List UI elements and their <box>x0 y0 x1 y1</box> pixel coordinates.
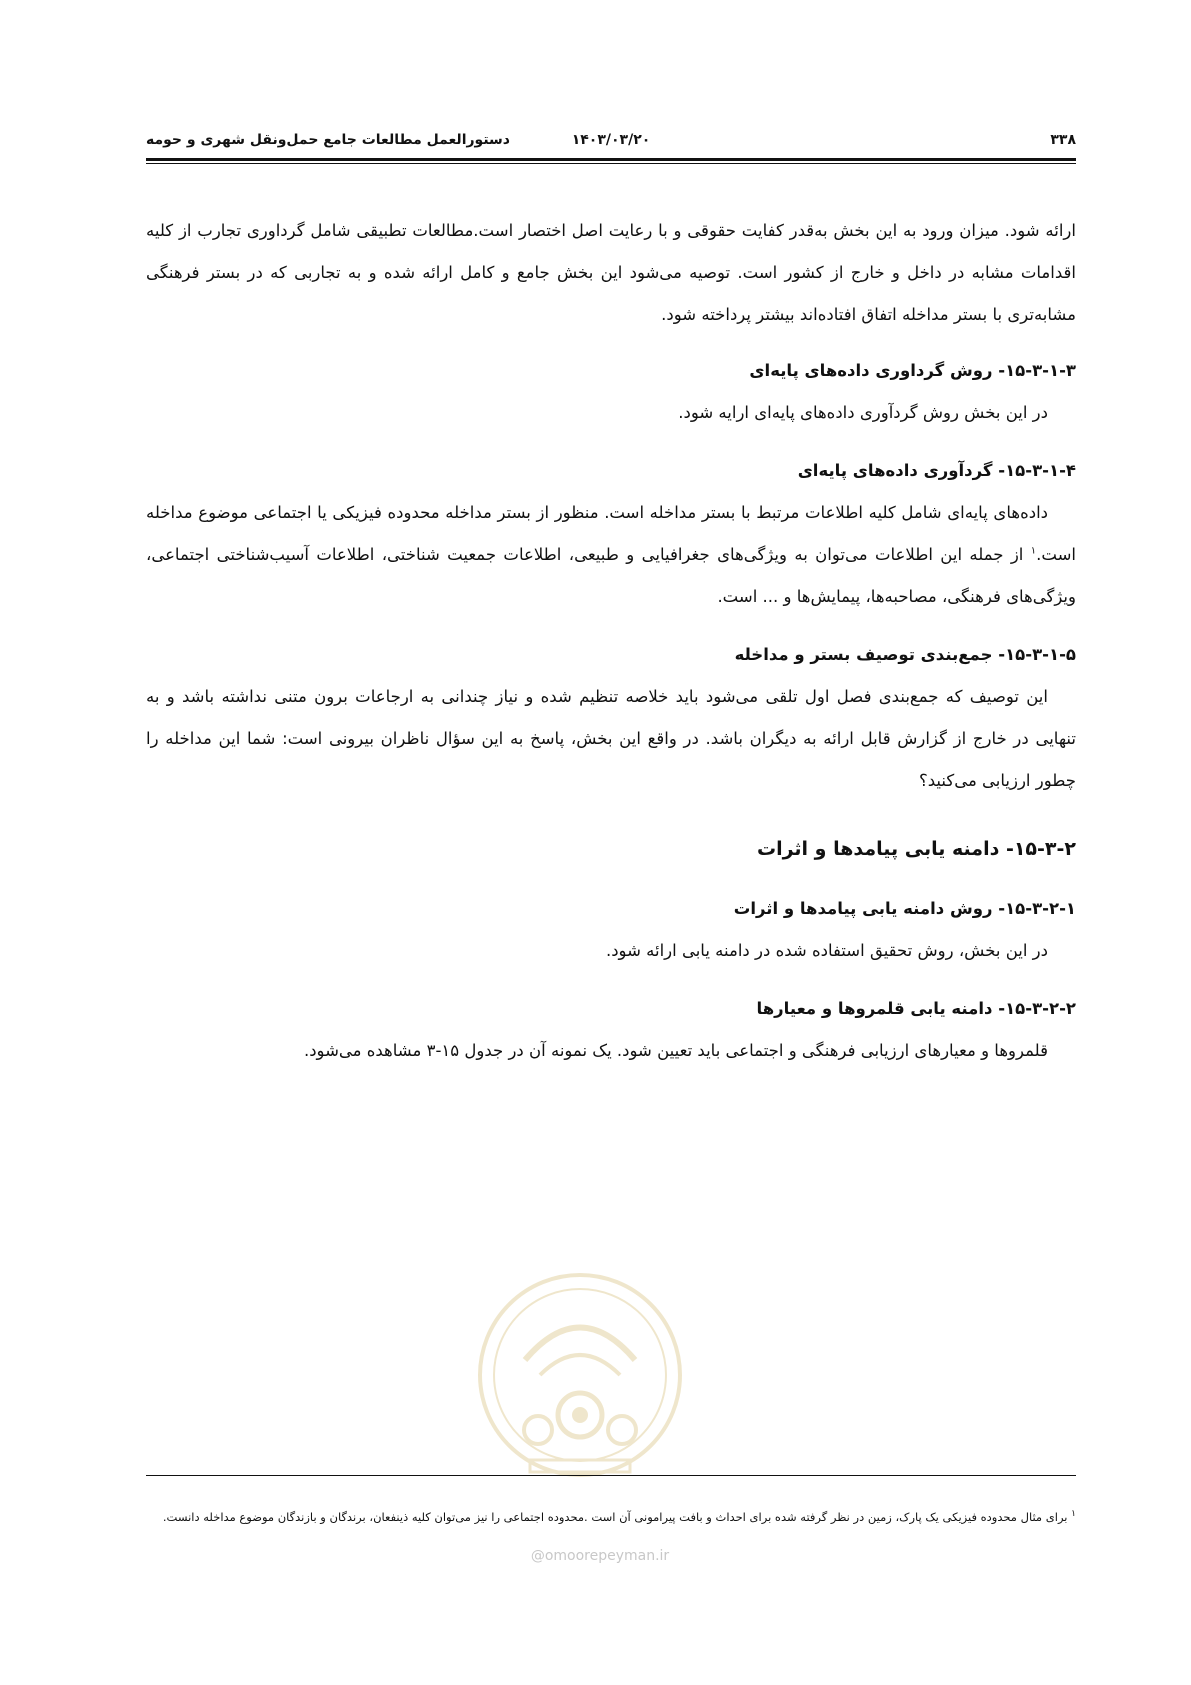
document-title: دستورالعمل مطالعات جامع حمل‌ونقل شهری و حومه <box>146 132 510 148</box>
header-rule-thick <box>146 158 1076 161</box>
watermark-seal-icon <box>470 1265 690 1495</box>
footnote-reference[interactable]: ۱ <box>1030 545 1037 557</box>
section-text-basic-data-method: در این بخش روش گردآوری داده‌های پایه‌ای ارایه شود. <box>678 403 1048 422</box>
text-part-a: داده‌های پایه‌ای شامل کلیه اطلاعات مرتبط با بستر مداخله است. منظور از بستر مداخله محدوده فیزیکی یا اجتماعی موضوع مداخله است. <box>146 503 1076 564</box>
section-heading-scoping-method: ۱۵-۳-۲-۱- روش دامنه یابی پیامدها و اثرات <box>733 899 1076 918</box>
header-date: ۱۴۰۳/۰۳/۲۰ <box>571 132 651 148</box>
section-heading-basic-data-method: ۱۵-۳-۱-۳- روش گرداوری داده‌های پایه‌ای <box>749 361 1076 380</box>
watermark-url: @omoorepeyman.ir <box>530 1548 670 1564</box>
section-text-domains-criteria: قلمروها و معیارهای ارزیابی فرهنگی و اجتماعی باید تعیین شود. یک نمونه آن در جدول ۱۵-۳ مشاهده می‌شود. <box>303 1041 1048 1060</box>
intro-paragraph: ارائه شود. میزان ورود به این بخش به‌قدر کفایت حقوقی و با رعایت اصل اختصار است.مطالعات تطبیقی شامل گرداوری تجارب از کلیه اقدامات مشابه در داخل و خارج از کشور است. توصیه می‌شود این بخش جامع و کامل ارائه شده و به تجاربی که در بستر فرهنگی مشابه‌تری با بستر مداخله اتفاق افتاده‌اند بیشتر پرداخته شود. <box>146 221 1076 324</box>
section-text-basic-data-collection <box>146 492 1076 618</box>
text-part-b: از جمله این اطلاعات می‌توان به ویژگی‌های جغرافیایی و طبیعی، اطلاعات جمعیت شناختی، اطلاعات آسیب‌شناختی اجتماعی، ویژگی‌های فرهنگی، مصاحبه‌ها، پیمایش‌ها و ... است. <box>146 545 1076 606</box>
footnote-separator <box>146 1475 1076 1476</box>
section-heading-domains-criteria: ۱۵-۳-۲-۲- دامنه یابی قلمروها و معیارها <box>756 999 1076 1018</box>
page-number: ۳۳۸ <box>1050 132 1076 148</box>
section-heading-basic-data-collection: ۱۵-۳-۱-۴- گردآوری داده‌های پایه‌ای <box>797 461 1076 480</box>
header-rule-thin <box>146 163 1076 164</box>
section-heading-summary: ۱۵-۳-۱-۵- جمع‌بندی توصیف بستر و مداخله <box>734 645 1076 664</box>
page-content <box>146 210 1076 1072</box>
section-heading-scoping: ۱۵-۳-۲- دامنه یابی پیامدها و اثرات <box>756 838 1076 860</box>
footnote-marker: ۱ <box>1071 1509 1076 1520</box>
page-header <box>146 128 1076 154</box>
footnote <box>146 1500 1076 1534</box>
section-text-scoping-method: در این بخش، روش تحقیق استفاده شده در دامنه یابی ارائه شود. <box>605 941 1048 960</box>
footnote-text: برای مثال محدوده فیزیکی یک پارک، زمین در نظر گرفته شده برای احداث و بافت پیرامونی آن است .محدوده اجتماعی را نیز می‌توان کلیه ذینفعان، برندگان و بازندگان موضوع مداخله دانست. <box>162 1510 1068 1524</box>
section-text-summary: این توصیف که جمع‌بندی فصل اول تلقی می‌شود باید خلاصه تنظیم شده و نیاز چندانی به ارجاعات برون متنی نداشته باشد و به تنهایی در خارج از گزارش قابل ارائه به دیگران باشد. در واقع این بخش، پاسخ به این سؤال ناظران بیرونی است: شما این مداخله را چطور ارزیابی می‌کنید؟ <box>146 687 1076 790</box>
